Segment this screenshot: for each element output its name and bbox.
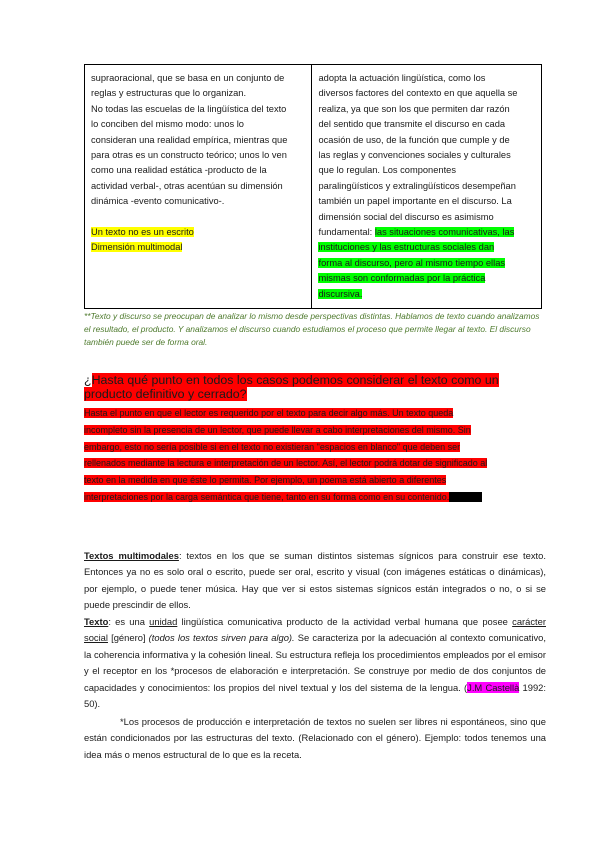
answer-end-mark: ■■■■■■ (449, 491, 482, 502)
cell-line: paralingüísticos y extralingüísticos desempeñan (318, 180, 516, 191)
table-cell-discurso (312, 65, 542, 309)
question-heading (84, 373, 546, 401)
answer-line: interpretaciones por la carga semántica que tiene, tanto en su forma como en su contenido. (84, 491, 450, 502)
cell-line: para otras es un constructo teórico; unos lo ven (91, 150, 287, 161)
definition-text: [género] (107, 632, 149, 644)
cell-line: del sentido que transmite el discurso en cada (318, 119, 506, 130)
answer-line: Hasta el punto en que el lector es requerido por el texto para decir algo más. Un texto queda (84, 408, 454, 418)
italic-aside: (todos los textos sirven para algo). (148, 632, 295, 644)
procesos-paragraph: *Los procesos de producción e interpretación de textos no suelen ser libres ni espontáneos, sino que están condicionados por las estructuras del texto. (Relacionado con el género). Ejemplo: todos tenemos una idea más o menos estructural de lo que es la receta. (84, 716, 546, 760)
highlight-text: forma al discurso, pero al mismo tiempo ellas (318, 257, 506, 268)
comparison-table (84, 64, 542, 309)
cell-line: reglas y estructuras que lo organizan. (91, 88, 247, 99)
multimodal-paragraph (84, 548, 546, 614)
term-texto: Texto (84, 616, 109, 627)
cell-line: ocasión de uso, de la función que cumple y de (318, 134, 510, 145)
cell-line: adopta la actuación lingüística, como los (318, 73, 486, 83)
highlight-text: las situaciones comunicativas, las (374, 227, 515, 238)
definition-text: Se caracteriza por la adecuación al contexto comunicativo, la coherencia informativa y la cohesión lineal. Su estructura refleja los procedimientos empleados por el emisor y el receptor en los *procesos de elaboración e interpretación. Se construye por medio de dos conjuntos de capacidades y conocimientos: los propios del nivel textual y los del sistema de la lengua. ( (84, 632, 546, 693)
cell-line: dinámica -evento comunicativo-. (91, 196, 225, 207)
highlight-text: discursiva. (318, 288, 363, 299)
definition-text: lingüística comunicativa producto de la actividad verbal humana que posee (177, 616, 513, 627)
answer-paragraph (84, 405, 546, 506)
citation-author: J.M Castellà (467, 681, 520, 693)
cell-line: consideran una realidad empírica, mientras que (91, 134, 288, 145)
cell-line: también un papel importante en el discurso. La (318, 196, 512, 207)
answer-line: texto en la medida en que éste lo permita. Por ejemplo, un poema está abierto a diferentes (84, 475, 447, 486)
cell-line: lo conciben del mismo modo: unos lo (91, 119, 244, 130)
cell-line: actividad verbal-, otras acentúan su dimensión (91, 180, 283, 191)
cell-line: dimensión social del discurso es asimismo (318, 211, 494, 222)
term-unidad: unidad (149, 616, 178, 627)
cell-line: las reglas y convenciones sociales y culturales (318, 150, 511, 161)
note-paragraph: **Texto y discurso se preocupan de analizar lo mismo desde perspectivas distintas. Hablamos de texto cuando analizamos el resultado, el producto. Y analizamos el discurso cuando estudiamos el proceso que permite llegar al texto. El discurso también puede ser de forma oral. (84, 311, 540, 348)
definition-text: : es una (108, 616, 150, 627)
answer-line: incompleto sin la presencia de un lector, que puede llevar a cabo interpretaciones del mismo. Sin (84, 424, 471, 435)
cell-line: que lo regulan. Los componentes (318, 165, 456, 176)
highlight-text: instituciones y las estructuras sociales dan (318, 242, 495, 253)
cell-line: diversos factores del contexto en que aquella se (318, 88, 518, 99)
cell-line: como una realidad estática -producto de la (91, 165, 267, 176)
question-mark: ¿ (84, 373, 92, 387)
answer-line: embargo, esto no sería posible si en el texto no existieran "espacios en blanco" que deben ser (84, 441, 461, 452)
table-cell-texto (85, 65, 312, 309)
cell-text: fundamental: (318, 227, 375, 238)
cell-line: realiza, ya que son los que permiten dar razón (318, 103, 510, 114)
definition-text: : textos en los que se suman distintos sistemas sígnicos para construir ese texto. Entonces ya no es solo oral o escrito, puede ser oral, escrito y visual (con imágenes estáticas o dinámicas), por ejemplo, o puede tener música. Hay que ver si estos sistemas sígnicos están integrados o no, o si se puede prescindir de ellos. (84, 550, 546, 611)
highlight-text: Dimensión multimodal (91, 242, 183, 253)
answer-line: rellenados mediante la lectura e interpretación de un lector. Así, el lector podrá dotar de significado al (84, 458, 488, 469)
texto-paragraph (84, 614, 546, 712)
highlight-text: mismas son conformadas por la práctica (318, 273, 486, 284)
cell-line: No todas las escuelas de la lingüística del texto (91, 103, 287, 114)
question-text: Hasta qué punto en todos los casos podemos considerar el texto como un producto definitivo y cerrado? (84, 373, 499, 401)
cell-line: supraoracional, que se basa en un conjunto de (91, 73, 285, 83)
highlight-text: Un texto no es un escrito (91, 226, 194, 237)
term-multimodal: Textos multimodales (84, 550, 179, 561)
term-caracter-social: carácter social (84, 616, 546, 644)
definition-text: 1992: 50). (84, 681, 546, 710)
